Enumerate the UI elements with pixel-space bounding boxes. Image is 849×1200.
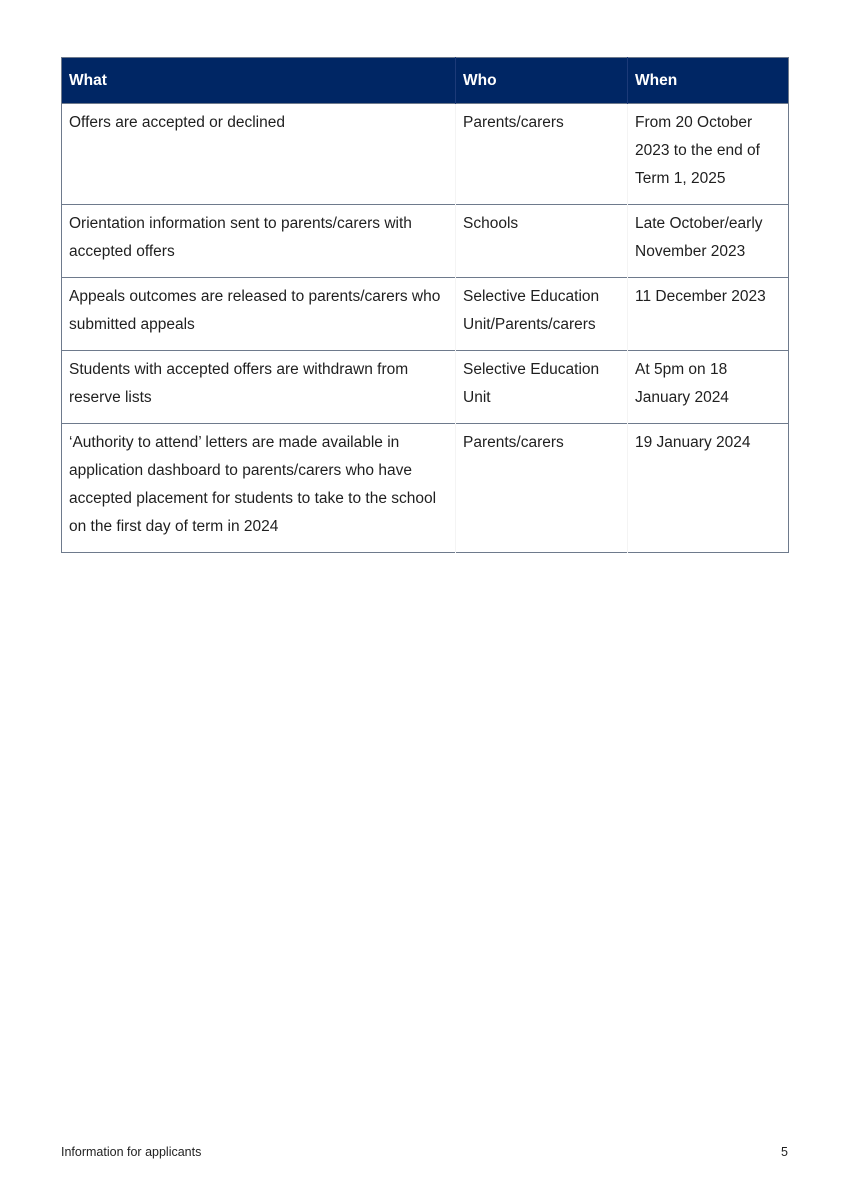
column-header-when: When: [628, 58, 789, 104]
cell-what: Orientation information sent to parents/carers with accepted offers: [62, 205, 456, 278]
footer-page-number: 5: [781, 1145, 788, 1159]
cell-when: At 5pm on 18 January 2024: [628, 351, 789, 424]
footer-document-title: Information for applicants: [61, 1145, 202, 1159]
table-row: [62, 351, 789, 424]
cell-who: Parents/carers: [456, 104, 628, 205]
column-header-what: What: [62, 58, 456, 104]
cell-when: 11 December 2023: [628, 278, 789, 351]
cell-when: 19 January 2024: [628, 424, 789, 553]
cell-when: From 20 October 2023 to the end of Term 1, 2025: [628, 104, 789, 205]
cell-what: Students with accepted offers are withdrawn from reserve lists: [62, 351, 456, 424]
cell-what: Appeals outcomes are released to parents/carers who submitted appeals: [62, 278, 456, 351]
table-row: [62, 424, 789, 553]
cell-who: Parents/carers: [456, 424, 628, 553]
table-row: [62, 205, 789, 278]
cell-who: Schools: [456, 205, 628, 278]
table-header-row: [62, 58, 789, 104]
schedule-table: [61, 57, 789, 553]
table-row: [62, 104, 789, 205]
column-header-who: Who: [456, 58, 628, 104]
cell-who: Selective Education Unit: [456, 351, 628, 424]
cell-who: Selective Education Unit/Parents/carers: [456, 278, 628, 351]
cell-what: ‘Authority to attend’ letters are made available in application dashboard to parents/carers who have accepted placement for students to take to the school on the first day of term in 2024: [62, 424, 456, 553]
table-row: [62, 278, 789, 351]
cell-when: Late October/early November 2023: [628, 205, 789, 278]
cell-what: Offers are accepted or declined: [62, 104, 456, 205]
